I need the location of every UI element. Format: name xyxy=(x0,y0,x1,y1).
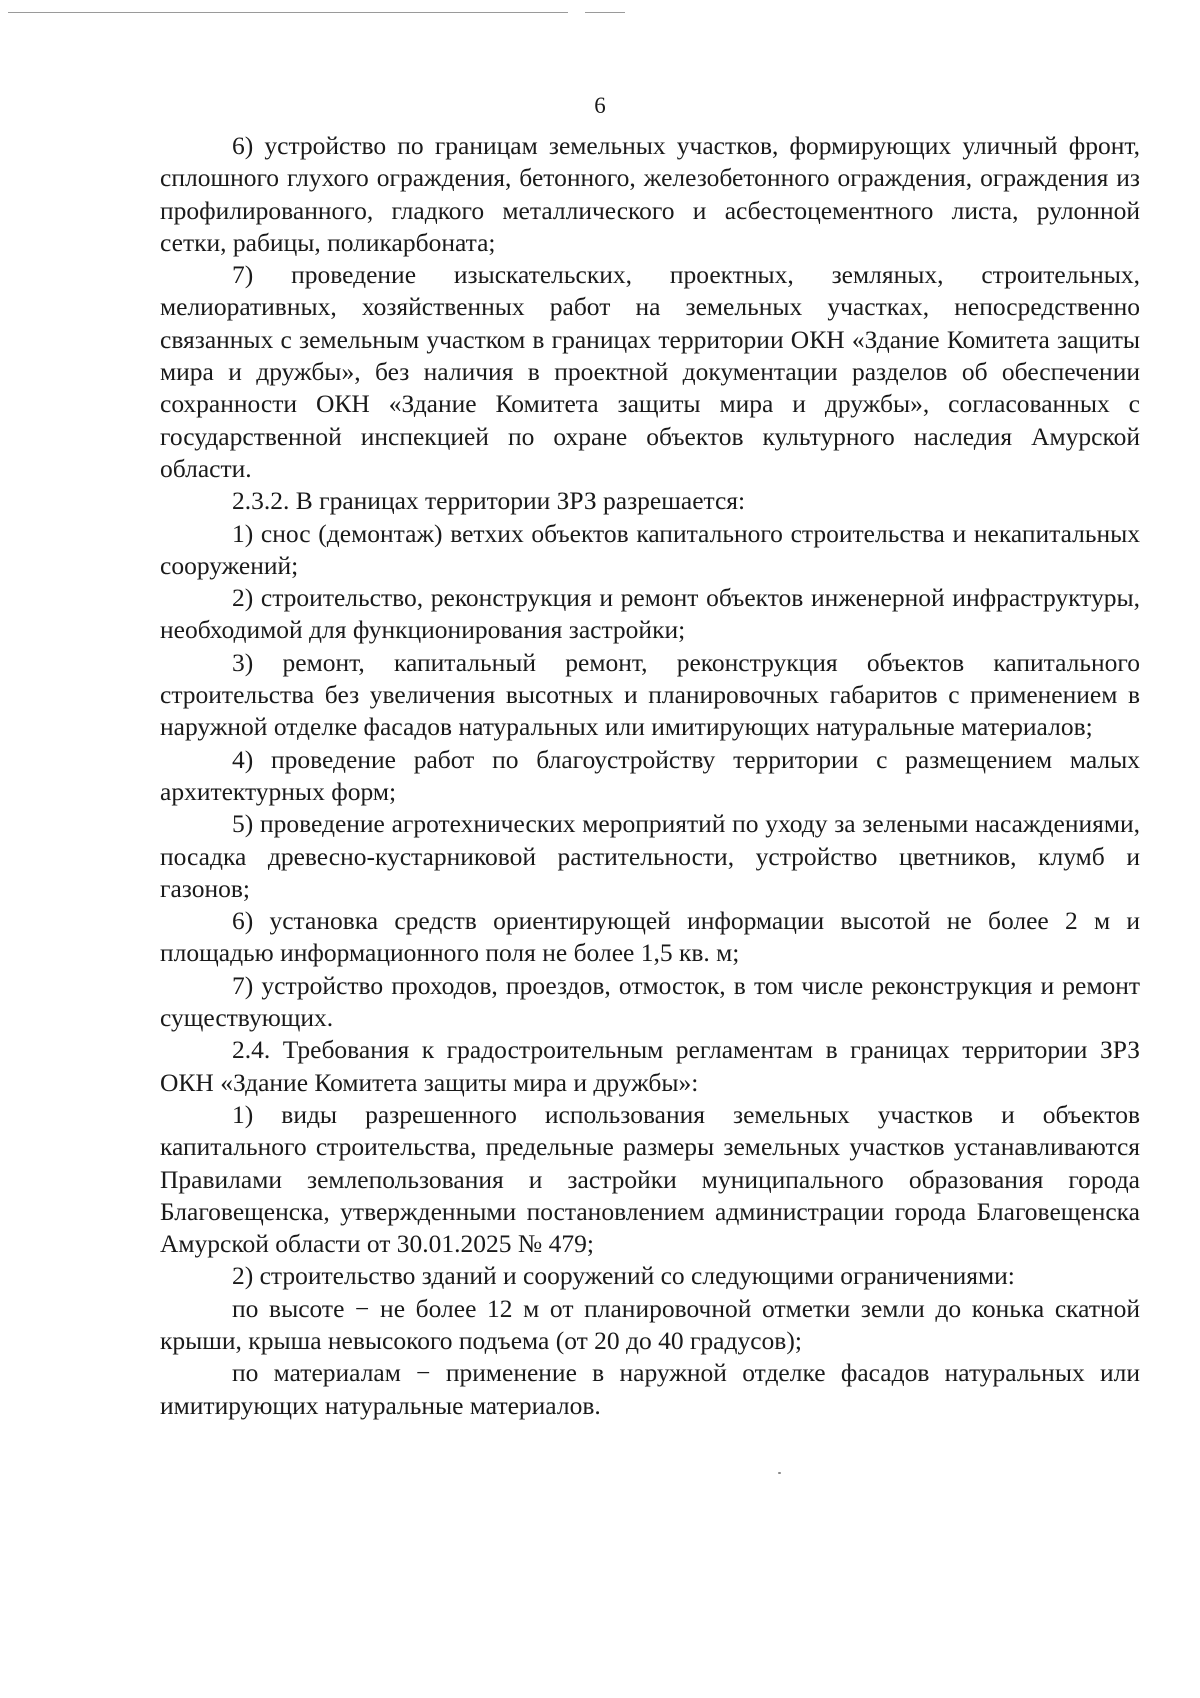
paragraph-2: 7) проведение изыскательских, проектных, земляных, строительных, мелиоративных, хозяйственных работ на земельных участках, непосредственно связанных с земельным участком в границах территории ОКН «Здание Комитета защиты мира и дружбы», без наличия в проектной документации разделов об обеспечении сохранности ОКН «Здание Комитета защиты мира и дружбы», согласованных с государственной инспекцией по охране объектов культурного наследия Амурской области. xyxy=(160,260,1140,483)
paragraph-13: 2) строительство зданий и сооружений со следующими ограничениями: xyxy=(232,1261,1015,1291)
paragraph-4: 1) снос (демонтаж) ветхих объектов капитального строительства и некапитальных сооружений; xyxy=(160,518,1140,580)
scan-artifact-line-short xyxy=(585,12,625,13)
paragraph-10: 7) устройство проходов, проездов, отмосток, в том числе реконструкция и ремонт существующих. xyxy=(160,970,1140,1033)
paragraph-1: 6) устройство по границам земельных участков, формирующих уличный фронт, сплошного глухого ограждения, бетонного, железобетонного ограждения, ограждения из профилированного, гладкого металлического и асбестоцементного листа, рулонной сетки, рабицы, поликарбоната; xyxy=(160,131,1140,257)
page-number: 6 xyxy=(594,93,606,118)
paragraph-5: 2) строительство, реконструкция и ремонт объектов инженерной инфраструктуры, необходимой для функционирования застройки; xyxy=(160,583,1140,645)
paragraph-12: 1) виды разрешенного использования земельных участков и объектов капитального строительства, предельные размеры земельных участков устанавливаются Правилами землепользования и застройки муниципального образования города Благовещенска, утвержденными постановлением администрации города Благовещенска Амурской области от 30.01.2025 № 479; xyxy=(160,1099,1140,1259)
scan-speck xyxy=(778,1472,781,1474)
paragraph-8: 5) проведение агротехнических мероприятий по уходу за зелеными насаждениями, посадка древесно-кустарниковой растительности, устройство цветников, клумб и газонов; xyxy=(160,809,1140,903)
scan-artifact-line xyxy=(8,12,568,13)
document-body xyxy=(160,130,1140,1422)
paragraph-15: по материалам − применение в наружной отделке фасадов натуральных или имитирующих натуральные материалов. xyxy=(160,1358,1140,1420)
paragraph-3: 2.3.2. В границах территории ЗРЗ разрешается: xyxy=(232,486,746,516)
paragraph-6: 3) ремонт, капитальный ремонт, реконструкция объектов капитального строительства без увеличения высотных и планировочных габаритов с применением в наружной отделке фасадов натуральных или имитирующих натуральные материалов; xyxy=(160,647,1140,742)
paragraph-9: 6) установка средств ориентирующей информации высотой не более 2 м и площадью информационного поля не более 1,5 кв. м; xyxy=(160,906,1140,968)
paragraph-14: по высоте − не более 12 м от планировочной отметки земли до конька скатной крыши, крыша невысокого подъема (от 20 до 40 градусов); xyxy=(160,1293,1140,1355)
paragraph-11: 2.4. Требования к градостроительным регламентам в границах территории ЗРЗ ОКН «Здание Комитета защиты мира и дружбы»: xyxy=(160,1035,1140,1097)
paragraph-7: 4) проведение работ по благоустройству территории с размещением малых архитектурных форм; xyxy=(160,744,1140,806)
